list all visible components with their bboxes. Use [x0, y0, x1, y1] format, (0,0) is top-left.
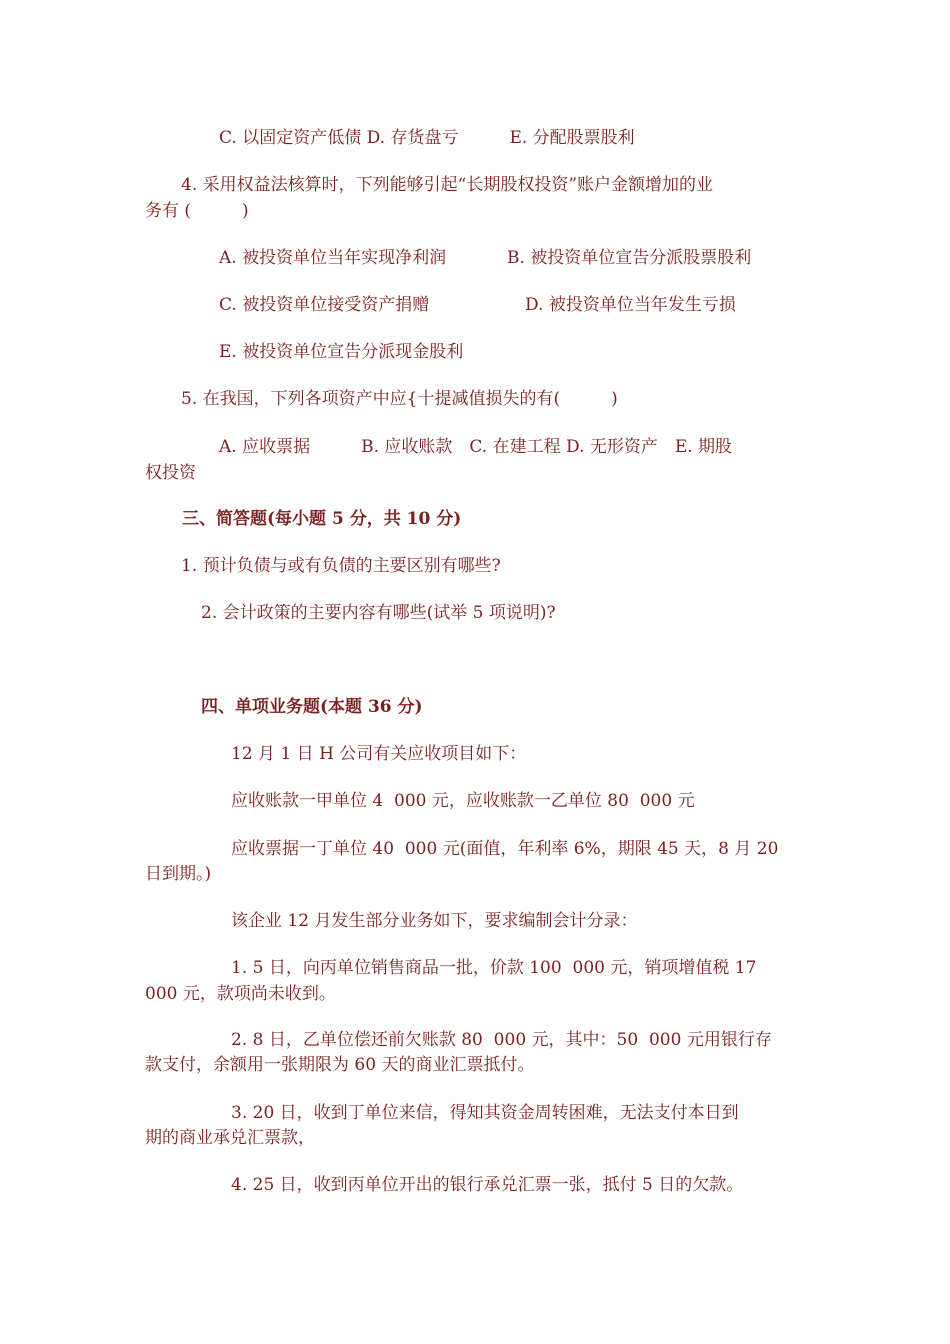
- task-2-line2: 款支付，余额用一张期限为 60 天的商业汇票抵付。: [145, 1055, 535, 1075]
- q4-option-c: C. 被投资单位接受资产捐赠: [219, 295, 430, 315]
- q4-option-e: E. 被投资单位宣告分派现金股利: [219, 342, 464, 362]
- section4-heading: 四、单项业务题(本题 36 分): [201, 697, 423, 717]
- section4-item-b-line1: 应收票据一丁单位 40 000 元(面值，年利率 6%，期限 45 天，8 月 20: [231, 839, 779, 859]
- section3-heading: 三、简答题(每小题 5 分，共 10 分): [182, 509, 462, 529]
- q4-option-a: A. 被投资单位当年实现净利润: [219, 248, 447, 268]
- task-1-line2: 000 元，款项尚未收到。: [145, 984, 336, 1004]
- task-2-line1: 2. 8 日，乙单位偿还前欠账款 80 000 元，其中：50 000 元用银行存: [231, 1030, 772, 1050]
- section3-question-1: 1. 预计负债与或有负债的主要区别有哪些?: [181, 556, 501, 576]
- task-4: 4. 25 日，收到丙单位开出的银行承兑汇票一张，抵付 5 日的欠款。: [231, 1175, 744, 1195]
- section4-instruction: 该企业 12 月发生部分业务如下，要求编制会计分录：: [231, 911, 638, 931]
- q5-stem: 5. 在我国，下列各项资产中应{十提减值损失的有( ): [181, 389, 618, 409]
- section4-intro: 12 月 1 日 H 公司有关应收项目如下：: [231, 744, 527, 764]
- q4-option-b: B. 被投资单位宣告分派股票股利: [507, 248, 752, 268]
- section4-item-a: 应收账款一甲单位 4 000 元，应收账款一乙单位 80 000 元: [231, 791, 695, 811]
- task-3-line1: 3. 20 日，收到丁单位来信，得知其资金周转困难，无法支付本日到: [231, 1103, 739, 1123]
- q5-options-line1: A. 应收票据 B. 应收账款 C. 在建工程 D. 无形资产 E. 期股: [219, 437, 733, 457]
- task-1-line1: 1. 5 日，向丙单位销售商品一批，价款 100 000 元，销项增值税 17: [231, 958, 757, 978]
- section3-question-2: 2. 会计政策的主要内容有哪些(试举 5 项说明)?: [201, 603, 556, 623]
- q3-options-cde: C. 以固定资产低债 D. 存货盘亏 E. 分配股票股利: [219, 128, 635, 148]
- q4-stem-line2: 务有 ( ): [145, 201, 249, 221]
- q5-options-line2: 权投资: [145, 463, 196, 483]
- q4-option-d: D. 被投资单位当年发生亏损: [525, 295, 736, 315]
- task-3-line2: 期的商业承兑汇票款，: [145, 1128, 315, 1148]
- section4-item-b-line2: 日到期。): [145, 864, 212, 884]
- q4-stem-line1: 4. 采用权益法核算时，下列能够引起“长期股权投资”账户金额增加的业: [181, 175, 714, 195]
